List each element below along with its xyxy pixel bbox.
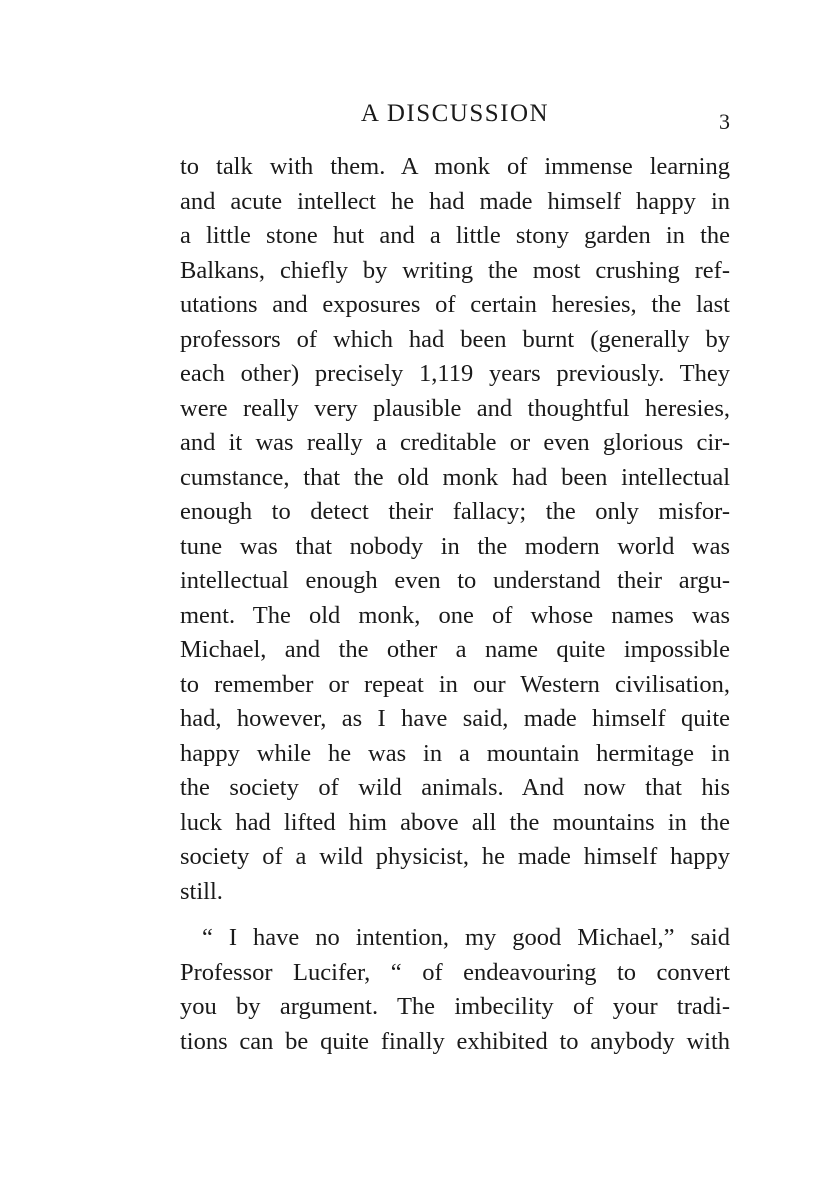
paragraph xyxy=(180,150,730,909)
text-line: the society of wild animals. And now that his xyxy=(180,774,730,801)
text-line: “ I have no intention, my good Michael,” said xyxy=(202,924,730,951)
text-line: to remember or repeat in our Western civilisation, xyxy=(180,670,730,698)
text-line: had, however, as I have said, made himself quite xyxy=(180,705,730,732)
text-line: Professor Lucifer, “ of endeavouring to convert xyxy=(180,958,730,986)
text-line: ment. The old monk, one of whose names was xyxy=(180,601,730,629)
text-line: each other) precisely 1,119 years previously. They xyxy=(180,360,730,387)
text-line: you by argument. The imbecility of your tradi- xyxy=(180,993,730,1020)
text-line: still. xyxy=(180,877,223,905)
text-line: luck had lifted him above all the mountains in the xyxy=(180,808,730,836)
text-line: a little stone hut and a little stony garden in the xyxy=(180,222,730,249)
paragraph xyxy=(180,921,730,1059)
paragraph-gap xyxy=(180,909,730,921)
text-line: happy while he was in a mountain hermitage in xyxy=(180,739,730,767)
text-line: society of a wild physicist, he made himself happy xyxy=(180,843,730,870)
text-line: cumstance, that the old monk had been intellectual xyxy=(180,463,730,491)
page-number: 3 xyxy=(719,109,730,134)
text-line: enough to detect their fallacy; the only misfor- xyxy=(180,498,730,525)
text-line: professors of which had been burnt (generally by xyxy=(180,325,730,353)
text-line: and acute intellect he had made himself happy in xyxy=(180,187,730,215)
text-line: and it was really a creditable or even glorious cir- xyxy=(180,429,730,456)
text-line: intellectual enough even to understand their argu- xyxy=(180,567,730,594)
text-line: tions can be quite finally exhibited to anybody with xyxy=(180,1027,730,1055)
running-head xyxy=(180,96,730,132)
text-line: utations and exposures of certain heresies, the last xyxy=(180,291,730,318)
text-line: were really very plausible and thoughtful heresies, xyxy=(180,394,730,422)
text-line: tune was that nobody in the modern world was xyxy=(180,532,730,560)
body-text xyxy=(180,150,730,1059)
text-line: to talk with them. A monk of immense learning xyxy=(180,153,730,180)
chapter-title: A DISCUSSION xyxy=(360,100,550,127)
text-line: Michael, and the other a name quite impossible xyxy=(180,636,730,663)
text-line: Balkans, chiefly by writing the most crushing ref- xyxy=(180,256,730,284)
